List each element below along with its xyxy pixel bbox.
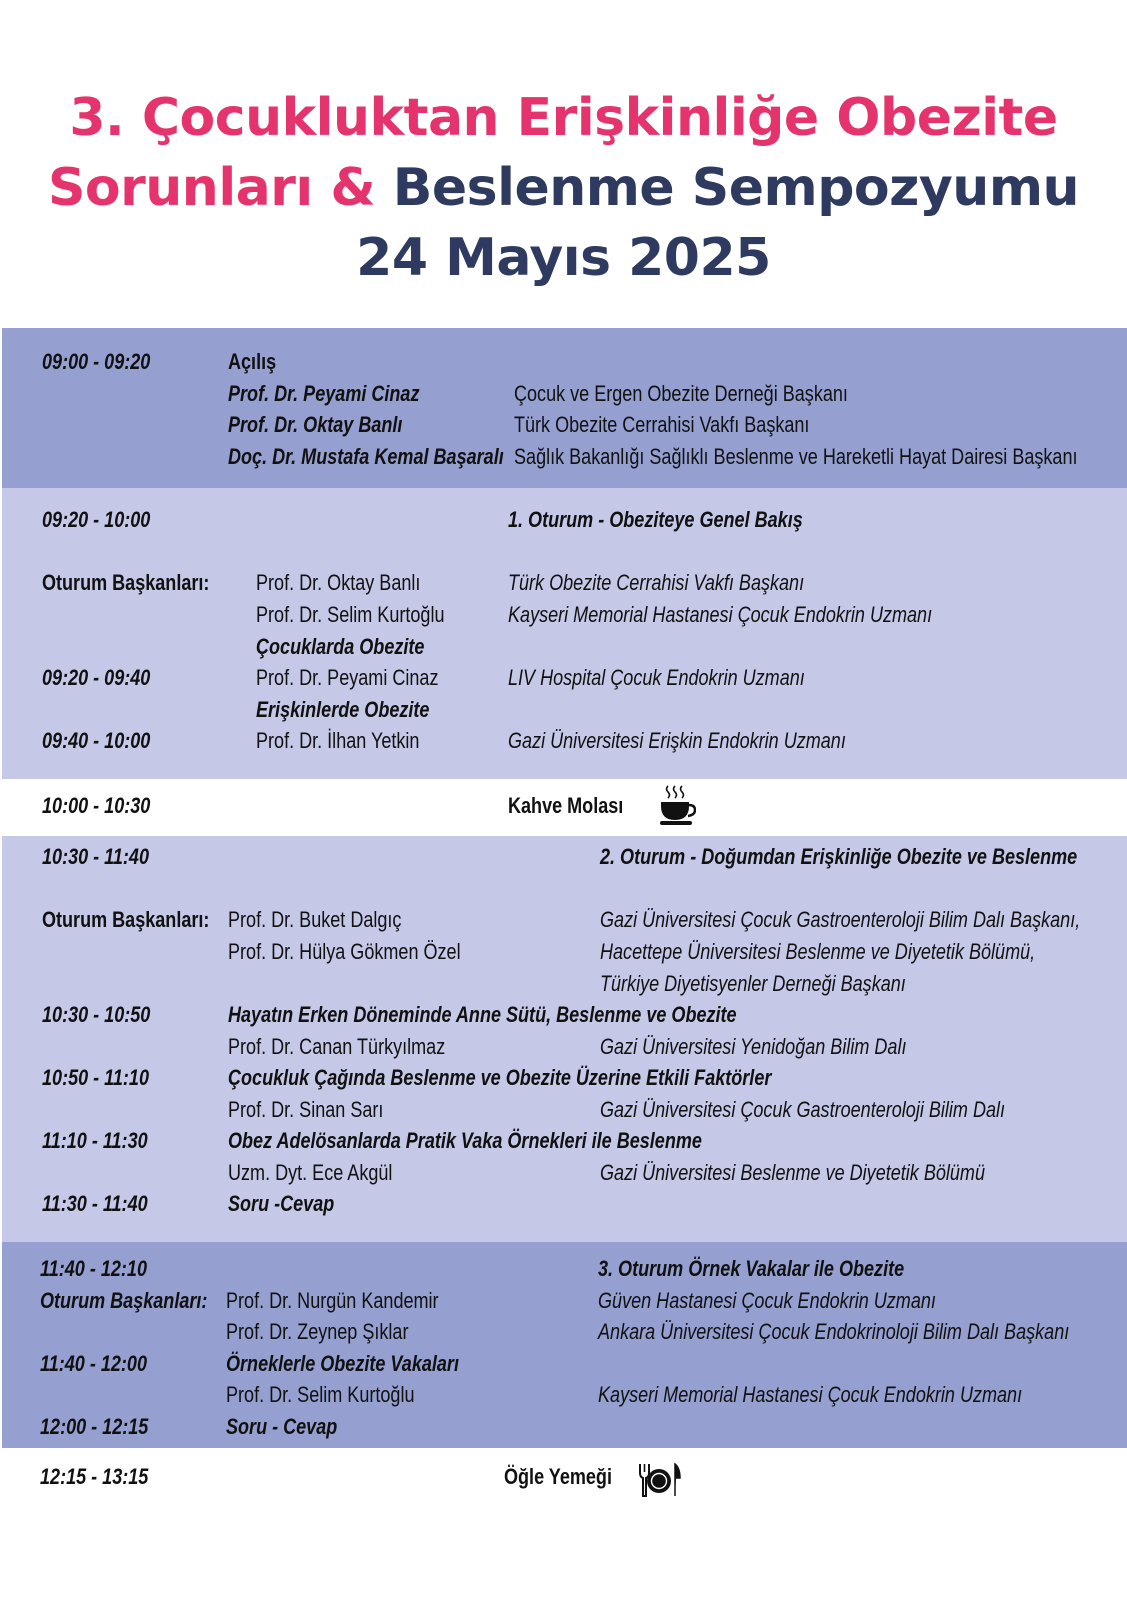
talk-speaker-role: Gazi Üniversitesi Çocuk Gastroenteroloji Bilim Dalı [600, 1097, 1006, 1122]
session2-chair-name: Prof. Dr. Buket Dalgıç [228, 907, 402, 932]
coffee-cup-icon [656, 784, 696, 828]
title-line-2b: Beslenme Sempozyumu [375, 158, 1080, 218]
session2-chair-role: Gazi Üniversitesi Çocuk Gastroenteroloji Bilim Dalı Başkanı, [600, 907, 1081, 932]
session1-time: 09:20 - 10:00 [42, 507, 151, 532]
session2-chair-name: Prof. Dr. Hülya Gökmen Özel [228, 939, 461, 964]
session3-time: 11:40 - 12:10 [40, 1256, 147, 1281]
talk-speaker: Uzm. Dyt. Ece Akgül [228, 1160, 393, 1185]
session1-chairs-label: Oturum Başkanları: [42, 570, 210, 595]
talk-topic: Örneklerle Obezite Vakaları [226, 1351, 459, 1376]
opening-speaker-name: Prof. Dr. Peyami Cinaz [228, 381, 420, 406]
talk-speaker: Prof. Dr. Selim Kurtoğlu [226, 1382, 415, 1407]
title-line-1: 3. Çocukluktan Erişkinliğe Obezite [69, 88, 1058, 148]
session2-chair-role: Hacettepe Üniversitesi Beslenme ve Diyetetik Bölümü, [600, 939, 1036, 964]
lunch-label: Öğle Yemeği [504, 1464, 612, 1489]
qa-label: Soru -Cevap [228, 1191, 335, 1216]
session3-chair-name: Prof. Dr. Nurgün Kandemir [226, 1288, 439, 1313]
opening-speaker-role: Çocuk ve Ergen Obezite Derneği Başkanı [514, 381, 848, 406]
session3-chairs-label: Oturum Başkanları: [40, 1288, 208, 1313]
session2-title: 2. Oturum - Doğumdan Erişkinliğe Obezite ve Beslenme [600, 844, 1078, 869]
session1-chair-role: Türk Obezite Cerrahisi Vakfı Başkanı [508, 570, 805, 595]
talk-time: 09:20 - 09:40 [42, 665, 151, 690]
session3-chair-name: Prof. Dr. Zeynep Şıklar [226, 1319, 409, 1344]
opening-label: Açılış [228, 349, 277, 374]
title-line-2a: Sorunları & [47, 158, 376, 218]
session1-chair-name: Prof. Dr. Oktay Banlı [256, 570, 421, 595]
talk-speaker: Prof. Dr. Sinan Sarı [228, 1097, 384, 1122]
opening-speaker-name: Doç. Dr. Mustafa Kemal Başaralı [228, 444, 504, 469]
talk-speaker-role: LIV Hospital Çocuk Endokrin Uzmanı [508, 665, 805, 690]
session2-chair-role-extra: Türkiye Diyetisyenler Derneği Başkanı [600, 971, 906, 996]
talk-time: 10:50 - 11:10 [42, 1065, 149, 1090]
session3-title: 3. Oturum Örnek Vakalar ile Obezite [598, 1256, 905, 1281]
session3-chair-role: Ankara Üniversitesi Çocuk Endokrinoloji Bilim Dalı Başkanı [598, 1319, 1070, 1344]
session1-chair-role: Kayseri Memorial Hastanesi Çocuk Endokrin Uzmanı [508, 602, 933, 627]
opening-time: 09:00 - 09:20 [42, 349, 151, 374]
talk-speaker: Prof. Dr. Peyami Cinaz [256, 665, 439, 690]
talk-speaker: Prof. Dr. İlhan Yetkin [256, 728, 420, 753]
talk-time: 10:30 - 10:50 [42, 1002, 151, 1027]
opening-speaker-role: Türk Obezite Cerrahisi Vakfı Başkanı [514, 412, 810, 437]
talk-time: 11:40 - 12:00 [40, 1351, 147, 1376]
opening-speaker-name: Prof. Dr. Oktay Banlı [228, 412, 403, 437]
coffee-time: 10:00 - 10:30 [42, 793, 151, 818]
title-line-2 [0, 158, 1127, 218]
session3-chair-role: Güven Hastanesi Çocuk Endokrin Uzmanı [598, 1288, 936, 1313]
opening-speaker-role: Sağlık Bakanlığı Sağlıklı Beslenme ve Hareketli Hayat Dairesi Başkanı [514, 444, 1078, 469]
coffee-label: Kahve Molası [508, 793, 624, 818]
qa-label: Soru - Cevap [226, 1414, 338, 1439]
talk-topic: Hayatın Erken Döneminde Anne Sütü, Beslenme ve Obezite [228, 1002, 737, 1027]
talk-topic: Çocuklarda Obezite [256, 634, 425, 659]
talk-speaker-role: Gazi Üniversitesi Erişkin Endokrin Uzmanı [508, 728, 846, 753]
talk-speaker-role: Kayseri Memorial Hastanesi Çocuk Endokrin Uzmanı [598, 1382, 1023, 1407]
event-date: 24 Mayıs 2025 [356, 228, 771, 288]
talk-topic: Erişkinlerde Obezite [256, 697, 430, 722]
plate-cutlery-icon [636, 1462, 682, 1498]
qa-time: 12:00 - 12:15 [40, 1414, 149, 1439]
talk-speaker-role: Gazi Üniversitesi Beslenme ve Diyetetik Bölümü [600, 1160, 986, 1185]
session2-chairs-label: Oturum Başkanları: [42, 907, 210, 932]
talk-topic: Çocukluk Çağında Beslenme ve Obezite Üzerine Etkili Faktörler [228, 1065, 772, 1090]
lunch-time: 12:15 - 13:15 [40, 1464, 149, 1489]
qa-time: 11:30 - 11:40 [42, 1191, 148, 1216]
talk-speaker-role: Gazi Üniversitesi Yenidoğan Bilim Dalı [600, 1034, 907, 1059]
talk-time: 11:10 - 11:30 [42, 1128, 148, 1153]
talk-topic: Obez Adelösanlarda Pratik Vaka Örnekleri ile Beslenme [228, 1128, 702, 1153]
session1-title: 1. Oturum - Obeziteye Genel Bakış [508, 507, 803, 532]
session2-time: 10:30 - 11:40 [42, 844, 149, 869]
session1-chair-name: Prof. Dr. Selim Kurtoğlu [256, 602, 445, 627]
talk-time: 09:40 - 10:00 [42, 728, 151, 753]
talk-speaker: Prof. Dr. Canan Türkyılmaz [228, 1034, 446, 1059]
